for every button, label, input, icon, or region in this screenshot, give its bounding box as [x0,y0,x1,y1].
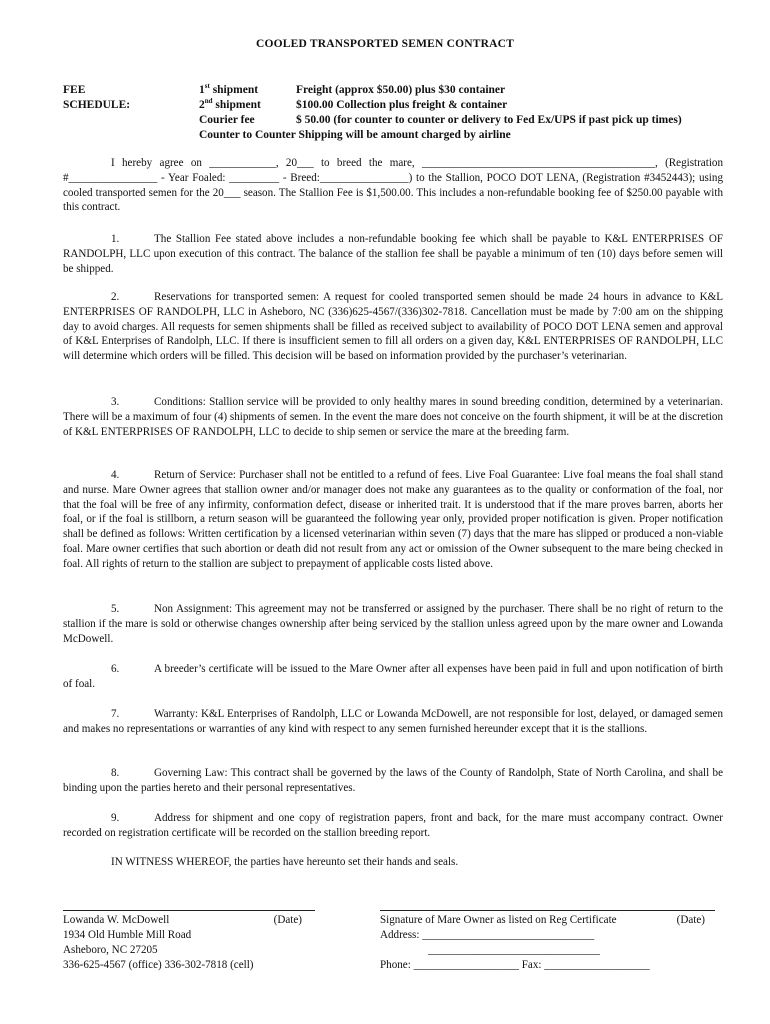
fee-schedule-table [199,83,682,143]
clause-7: 7. Warranty: K&L Enterprises of Randolph, LLC or Lowanda McDowell, are not responsible for lost, delayed, or damaged semen and makes no representations or warranties of any kind with respect to any semen furnished hereunder except that it is the stallions. [63,708,723,735]
fee-row [199,83,682,98]
fee-kind-label: Courier fee [199,114,255,126]
fee-row [199,98,682,113]
clause-text: Non Assignment: This agreement may not be transferred or assigned by the purchaser. There shall be no right of return to the stallion if the mare is sold or otherwise changes ownership after being serviced by the stallion unless agreed upon by the mare owner and Lowanda McDowell. [63,603,723,645]
clause-6: 6. A breeder’s certificate will be issued to the Mare Owner after all expenses have been paid in full and upon notification of birth of foal. [63,663,723,690]
mare-owner-phone-fax-fields[interactable]: Phone: ___________________ Fax: ___________________ [380,959,650,971]
clause-text: Return of Service: Purchaser shall not be entitled to a refund of fees. Live Foal Guarantee: Live foal means the foal shall stand and nurse. Mare Owner agrees that stallion owner and/or manager does not make any guarantees as to the quality or conformation of the foal, nor that the foal will be free of any infirmity, conformation defect, disease or inherited trait. It is understood that if the mare proves barren, aborts her foal, or if the foal is stillborn, a return season will be guaranteed the following year only, provided proper notification is given. Proper notification shall be defined as follows: Written certification by a licensed veterinarian within seven (7) days that the mare has slipped or produced a non-viable foal. Mare owner certifies that such abortion or death did not result from any act or omission of the Owner subsequent to the mare being checked in foal. All rights of return to the stallion are subject to prepayment of applicable costs listed above. [63,469,723,570]
clause-text: The Stallion Fee stated above includes a non-refundable booking fee which shall be payable to K&L ENTERPRISES OF RANDOLPH, LLC upon execution of this contract. The balance of the stallion fee shall be payable a minimum of ten (10) days before semen will be shipped. [63,233,723,275]
stallion-owner-address1: 1934 Old Humble Mill Road [63,929,192,941]
mare-owner-signature-label: Signature of Mare Owner as listed on Reg Certificate [380,914,617,926]
fee-num: 2 [199,99,205,111]
clause-9: 9. Address for shipment and one copy of registration papers, front and back, for the mare must accompany contract. Owner recorded on registration certificate will be recorded on the stallion breeding report. [63,812,723,839]
mare-owner-signature-block [380,913,715,973]
stallion-owner-date-label: (Date) [273,914,302,926]
fee-sup: st [204,82,210,90]
fee-label-line1: FEE [63,84,86,96]
clause-text: Warranty: K&L Enterprises of Randolph, LLC or Lowanda McDowell, are not responsible for lost, delayed, or damaged semen and makes no representations or warranties of any kind with respect to any semen furnished hereunder except that it is the stallions. [63,708,723,735]
page-title: COOLED TRANSPORTED SEMEN CONTRACT [255,38,515,50]
stallion-owner-address2: Asheboro, NC 27205 [63,944,158,956]
clause-text: Governing Law: This contract shall be governed by the laws of the County of Randolph, State of North Carolina, and shall be binding upon the parties hereto and their personal representatives. [63,767,723,794]
clause-5: 5. Non Assignment: This agreement may not be transferred or assigned by the purchaser. There shall be no right of return to the stallion if the mare is sold or otherwise changes ownership after being serviced by the stallion unless agreed upon by the mare owner and Lowanda McDowell. [63,603,723,645]
clause-2: 2. Reservations for transported semen: A request for cooled transported semen should be made 24 hours in advance to K&L ENTERPRISES OF RANDOLPH, LLC in Asheboro, NC (336)625-4567/(336)302-7818. Cancellation must be made by 7:00 am on the shipping day to avoid charges. All requests for semen shipments shall be filled as received subject to availability of POCO DOT LENA semen and approval of K&L Enterprises of Randolph, LLC. If there is insufficient semen to fill all orders on a given day, K&L ENTERPRISES OF RANDOLPH, LLC will determine which orders will be filled. This decision will be based on information provided by the purchaser’s veterinarian. [63,291,723,363]
witness-clause [63,855,723,870]
fee-desc: $ 50.00 (for counter to counter or delivery to Fed Ex/UPS if past pick up times) [296,114,682,126]
fee-kind-label: shipment [209,84,259,96]
fee-row [199,113,682,128]
fee-desc: $100.00 Collection plus freight & container [296,99,508,111]
owner-signature-line[interactable] [63,910,315,911]
fee-kind-label: shipment [212,99,261,111]
fee-desc: Freight (approx $50.00) plus $30 container [296,84,506,96]
mare-owner-address-field[interactable]: Address: _______________________________ [380,929,595,941]
fee-sup: nd [204,97,213,105]
clause-text: Conditions: Stallion service will be provided to only healthy mares in sound breeding condition, determined by a veterinarian. There will be a maximum of four (4) shipments of semen. In the event the mare does not conceive on the fourth shipment, it will be at the discretion of K&L ENTERPRISES OF RANDOLPH, LLC to decide to ship semen or service the mare at the breeding farm. [63,396,723,438]
stallion-owner-phones: 336-625-4567 (office) 336-302-7818 (cell) [63,959,254,971]
intro-text: I hereby agree on ____________, 20___ to breed the mare, __________________________________________, (Registration #________________ - Year Foaled: _________ - Breed:________________) to the Stallion, POCO DOT LENA, (Registration #3452443); using cooled transported semen for the 20___ season. The Stallion Fee is $1,500.00. This includes a non-refundable booking fee of $250.00 payable with this contract. [63,157,723,214]
intro-paragraph [63,156,723,215]
clause-text: A breeder’s certificate will be issued to the Mare Owner after all expenses have been paid in full and upon notification of birth of foal. [63,663,723,690]
clause-8: 8. Governing Law: This contract shall be governed by the laws of the County of Randolph, State of North Carolina, and shall be binding upon the parties hereto and their personal representatives. [63,767,723,794]
mare-owner-date-label: (Date) [676,914,705,926]
fee-kind [199,98,296,113]
clause-1: 1. The Stallion Fee stated above includes a non-refundable booking fee which shall be payable to K&L ENTERPRISES OF RANDOLPH, LLC upon execution of this contract. The balance of the stallion fee shall be payable a minimum of ten (10) days before semen will be shipped. [63,233,723,275]
fee-kind [199,113,296,128]
fee-kind [199,83,296,98]
clause-text: Address for shipment and one copy of registration papers, front and back, for the mare must accompany contract. Owner recorded on registration certificate will be recorded on the stallion breeding report. [63,812,723,839]
mare-owner-address-line2[interactable]: _______________________________ [428,944,600,956]
clause-text: Reservations for transported semen: A request for cooled transported semen should be made 24 hours in advance to K&L ENTERPRISES OF RANDOLPH, LLC in Asheboro, NC (336)625-4567/(336)302-7818. Cancellation must be made by 7:00 am on the shipping day to avoid charges. All requests for semen shipments shall be filled as received subject to availability of POCO DOT LENA semen and approval of K&L Enterprises of Randolph, LLC. If there is insufficient semen to fill all orders on a given day, K&L ENTERPRISES OF RANDOLPH, LLC will determine which orders will be filled. This decision will be based on information provided by the purchaser’s veterinarian. [63,291,723,363]
clause-3: 3. Conditions: Stallion service will be provided to only healthy mares in sound breeding condition, determined by a veterinarian. There will be a maximum of four (4) shipments of semen. In the event the mare does not conceive on the fourth shipment, it will be at the discretion of K&L ENTERPRISES OF RANDOLPH, LLC to decide to ship semen or service the mare at the breeding farm. [63,396,723,438]
stallion-owner-name: Lowanda W. McDowell [63,914,170,926]
clause-4: 4. Return of Service: Purchaser shall not be entitled to a refund of fees. Live Foal Guarantee: Live foal means the foal shall stand and nurse. Mare Owner agrees that stallion owner and/or manager does not make any guarantees as to the quality or conformation of the foal, nor that the foal will be free of any infirmity, conformation defect, disease or inherited trait. It is understood that if the mare proves barren, aborts her foal, or if the foal is stillborn, a return season will be guaranteed the following year only, provided proper notification is given. Proper notification shall be defined as follows: Written certification by a licensed veterinarian within seven (7) days that the mare has slipped or produced a non-viable foal. Mare owner certifies that such abortion or death did not result from any act or omission of the Owner subsequent to the mare being checked in foal. All rights of return to the stallion are subject to prepayment of applicable costs listed above. [63,469,723,570]
fee-label-line2: SCHEDULE: [63,99,131,111]
mare-owner-signature-line[interactable] [380,910,715,911]
fee-note: Counter to Counter Shipping will be amount charged by airline [199,129,511,141]
fee-num: 1 [199,84,205,96]
witness-text: IN WITNESS WHEREOF, the parties have hereunto set their hands and seals. [111,856,459,868]
fee-schedule-label [63,83,130,113]
stallion-owner-signature-block [63,913,315,973]
